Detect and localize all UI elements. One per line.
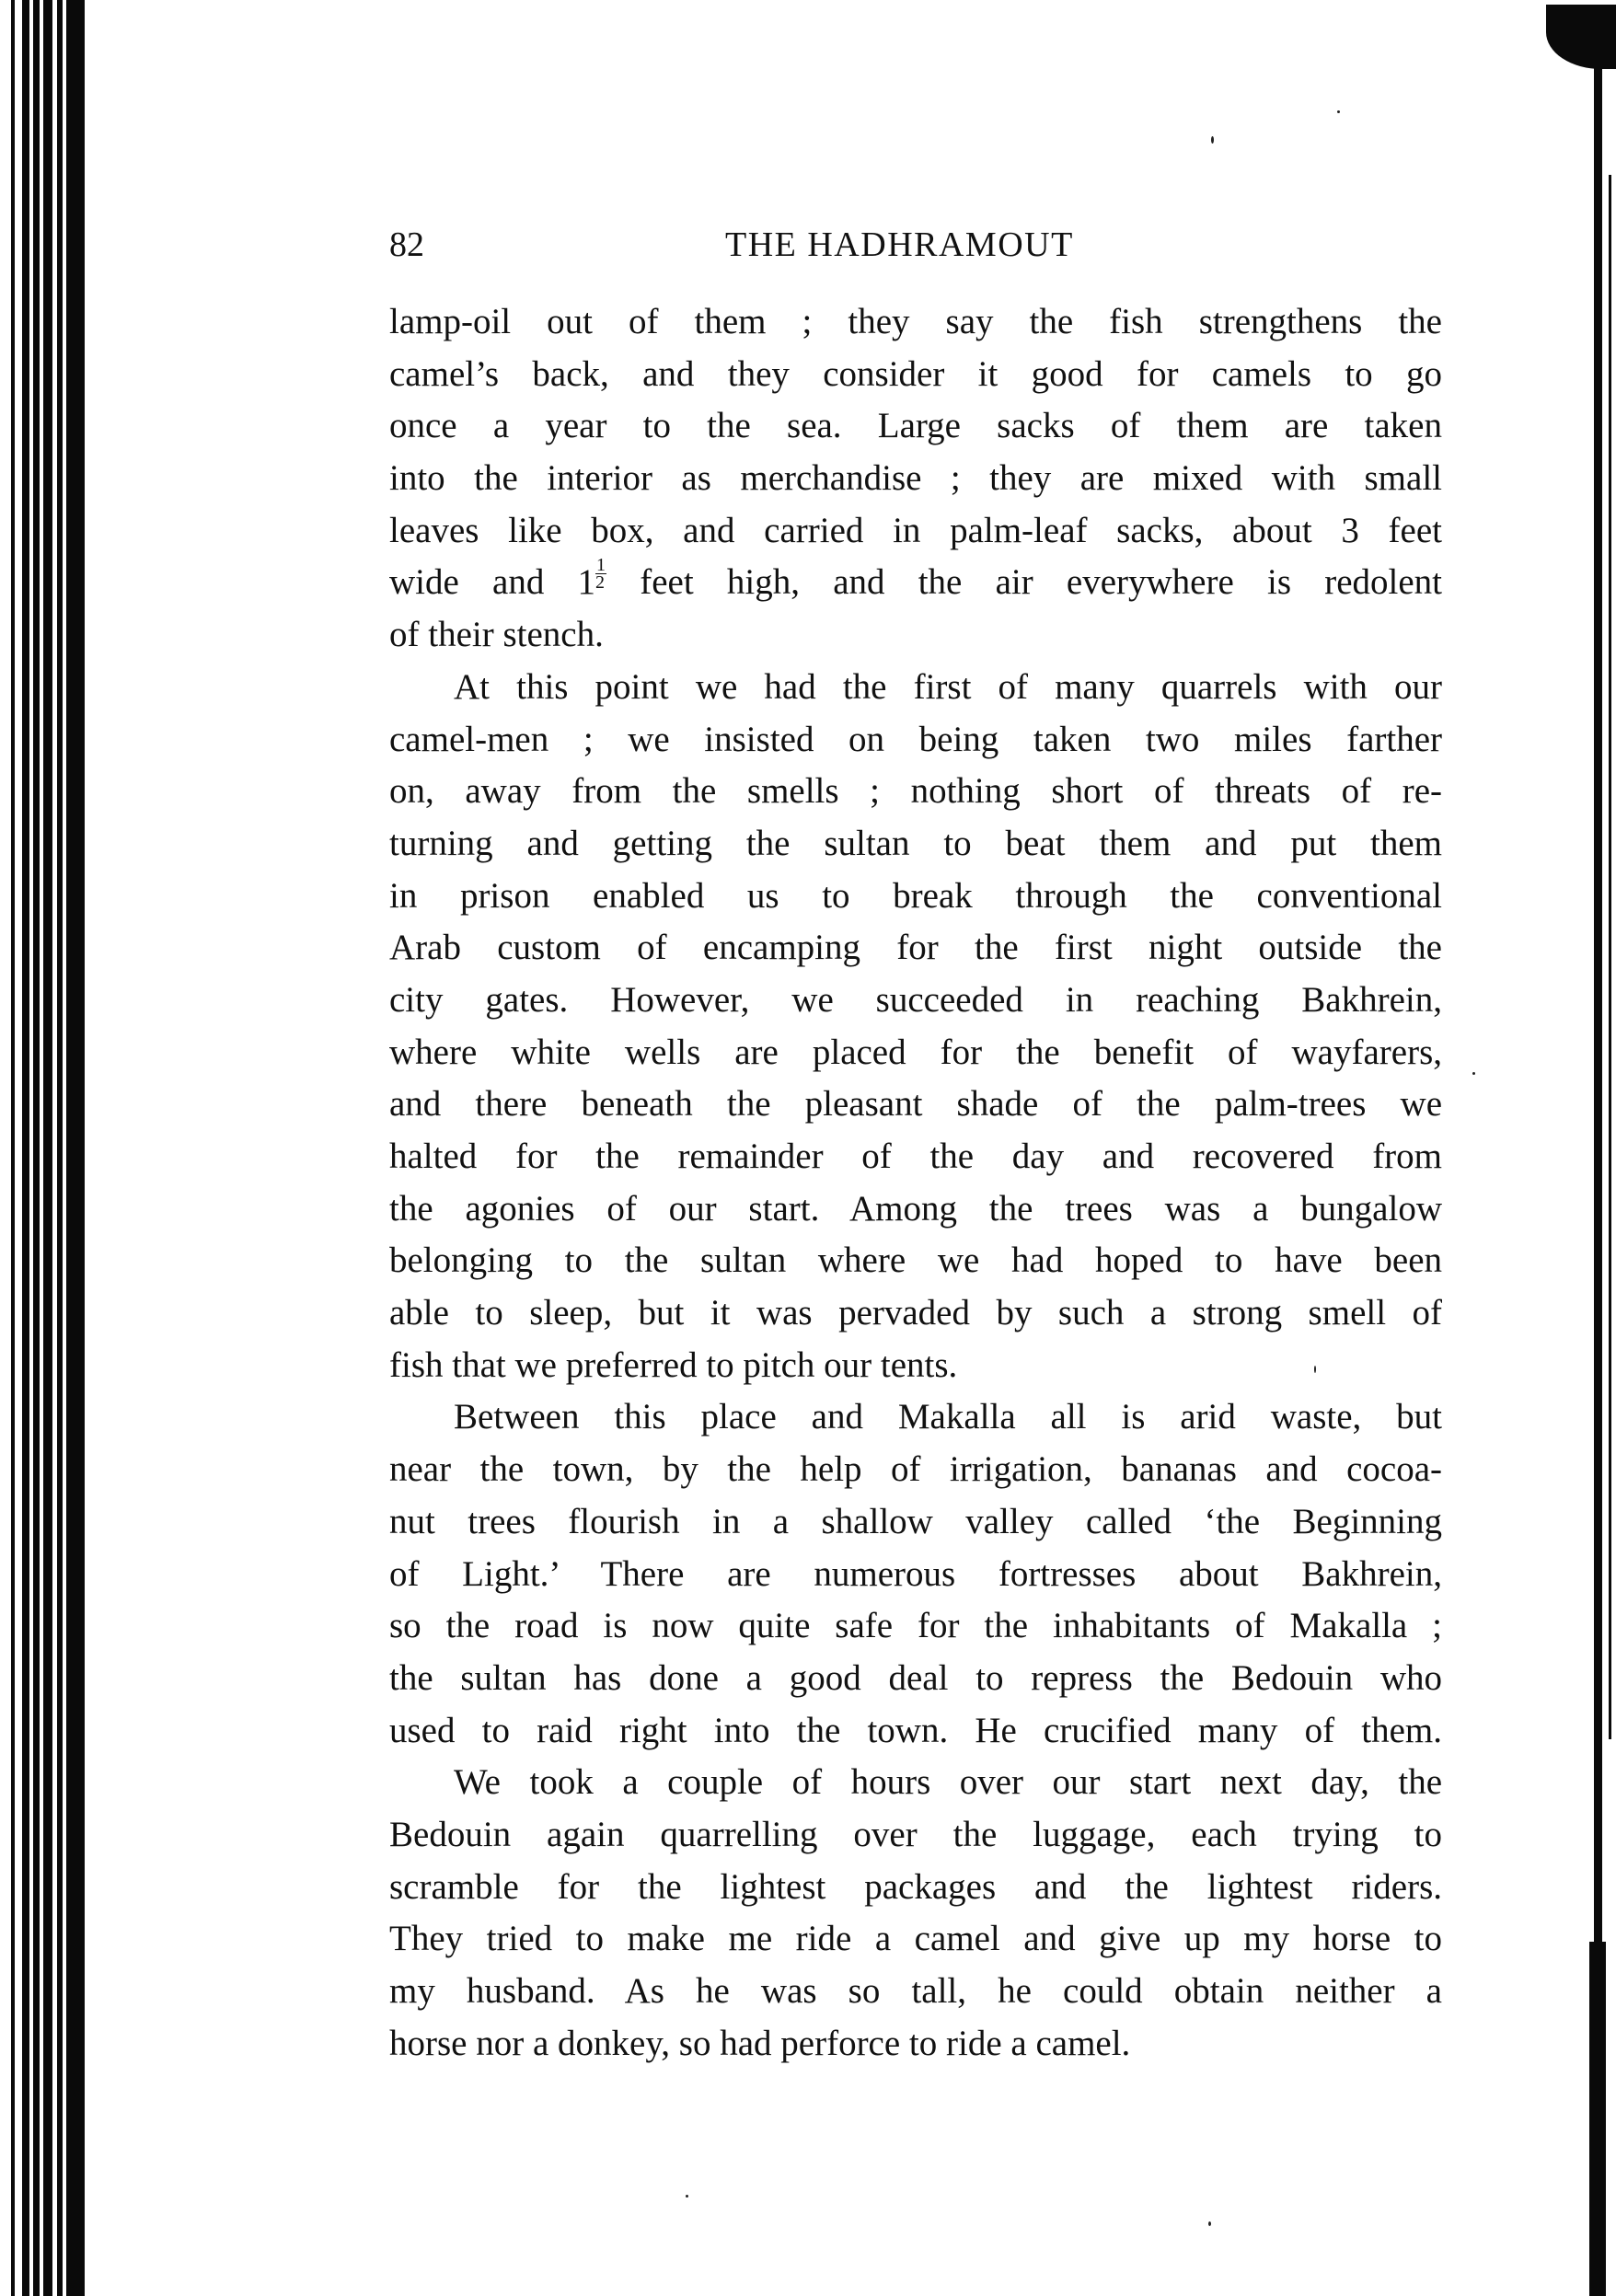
binding-stripe xyxy=(43,0,52,2296)
text-line: lamp-oil out of them ; they say the fish strengthens the xyxy=(389,302,1442,341)
text-fragment: feet high, and the air everywhere is redolent xyxy=(606,562,1442,603)
running-head xyxy=(389,217,1442,272)
text-line: belonging to the sultan where we had hoped to have been xyxy=(389,1240,1442,1281)
scan-speck xyxy=(1472,1072,1475,1075)
edge-block-bottom xyxy=(1589,1942,1606,2296)
text-line: turning and getting the sultan to beat them and put them xyxy=(389,823,1442,863)
text-line: At this point we had the first of many quarrels with our xyxy=(454,666,1442,707)
text-line: halted for the remainder of the day and recovered from xyxy=(389,1136,1442,1176)
text-line: the agonies of our start. Among the trees was a bungalow xyxy=(389,1188,1442,1229)
text-line: city gates. However, we succeeded in reaching Bakhrein, xyxy=(389,979,1442,1020)
text-line: so the road is now quite safe for the inhabitants of Makalla ; xyxy=(389,1606,1442,1646)
text-line: Arab custom of encamping for the first night outside the xyxy=(389,928,1442,968)
text-line: of their stench. xyxy=(389,615,604,655)
text-line: Between this place and Makalla all is arid waste, but xyxy=(454,1397,1442,1437)
text-line: leaves like box, and carried in palm-leaf sacks, about 3 feet xyxy=(389,510,1442,550)
running-title: THE HADHRAMOUT xyxy=(725,225,1074,264)
page-number: 82 xyxy=(389,225,424,264)
text-line: They tried to make me ride a camel and give up my horse to xyxy=(389,1919,1442,1959)
scan-speck xyxy=(1211,136,1214,144)
corner-shadow xyxy=(1546,5,1616,69)
binding-stripe xyxy=(33,0,40,2296)
text-line: near the town, by the help of irrigation, bananas and cocoa- xyxy=(389,1449,1442,1490)
binding-stripe xyxy=(11,0,15,2296)
text-line: scramble for the lightest packages and the lightest riders. xyxy=(389,1866,1442,1907)
text-fragment: wide and xyxy=(389,562,578,603)
text-line: and there beneath the pleasant shade of the palm-trees we xyxy=(389,1084,1442,1125)
paragraph-4 xyxy=(389,1757,1442,2070)
paragraph-3 xyxy=(389,1391,1442,1757)
fraction-numerator: 1 xyxy=(596,555,606,576)
text-line: Bedouin again quarrelling over the luggage, each trying to xyxy=(389,1814,1442,1854)
body-text xyxy=(389,296,1442,2070)
text-line: my husband. As he was so tall, he could obtain neither a xyxy=(389,1971,1442,2011)
text-line: where white wells are placed for the benefit of wayfarers, xyxy=(389,1032,1442,1072)
paragraph-2 xyxy=(389,662,1442,1392)
text-line: the sultan has done a good deal to repress the Bedouin who xyxy=(389,1657,1442,1698)
scan-speck xyxy=(1337,110,1340,113)
text-line: into the interior as merchandise ; they are mixed with small xyxy=(389,458,1442,499)
binding-stripe xyxy=(57,0,63,2296)
binding-stripe xyxy=(22,0,29,2296)
edge-bar-thin xyxy=(1609,175,1611,1739)
fraction-whole: 1 xyxy=(577,562,596,603)
text-line: of Light.’ There are numerous fortresses about Bakhrein, xyxy=(389,1553,1442,1594)
fraction-half xyxy=(595,555,606,594)
scan-speck xyxy=(686,2195,688,2198)
scan-speck xyxy=(1314,1366,1316,1373)
scan-speck xyxy=(1208,2221,1211,2226)
text-line: on, away from the smells ; nothing short of threats of re- xyxy=(389,771,1442,812)
text-line: fish that we preferred to pitch our tents. xyxy=(389,1344,958,1385)
text-line-with-fraction xyxy=(389,557,1442,609)
text-line: camel-men ; we insisted on being taken two miles farther xyxy=(389,719,1442,759)
text-line: nut trees flourish in a shallow valley called ‘the Beginning xyxy=(389,1501,1442,1541)
text-line: in prison enabled us to break through the conventional xyxy=(389,875,1442,916)
text-line: We took a couple of hours over our start next day, the xyxy=(454,1762,1442,1803)
text-line: camel’s back, and they consider it good for camels to go xyxy=(389,353,1442,394)
text-line: used to raid right into the town. He crucified many of them. xyxy=(389,1710,1442,1750)
text-line: horse nor a donkey, so had perforce to ride a camel. xyxy=(389,2023,1131,2063)
fraction-denominator: 2 xyxy=(595,572,606,594)
book-binding-edge xyxy=(0,0,92,2296)
edge-bar-thick xyxy=(1594,55,1602,1951)
text-line: able to sleep, but it was pervaded by such a strong smell of xyxy=(389,1293,1442,1333)
binding-stripe xyxy=(66,0,85,2296)
paragraph-1 xyxy=(389,296,1442,662)
text-line: once a year to the sea. Large sacks of them are taken xyxy=(389,406,1442,446)
